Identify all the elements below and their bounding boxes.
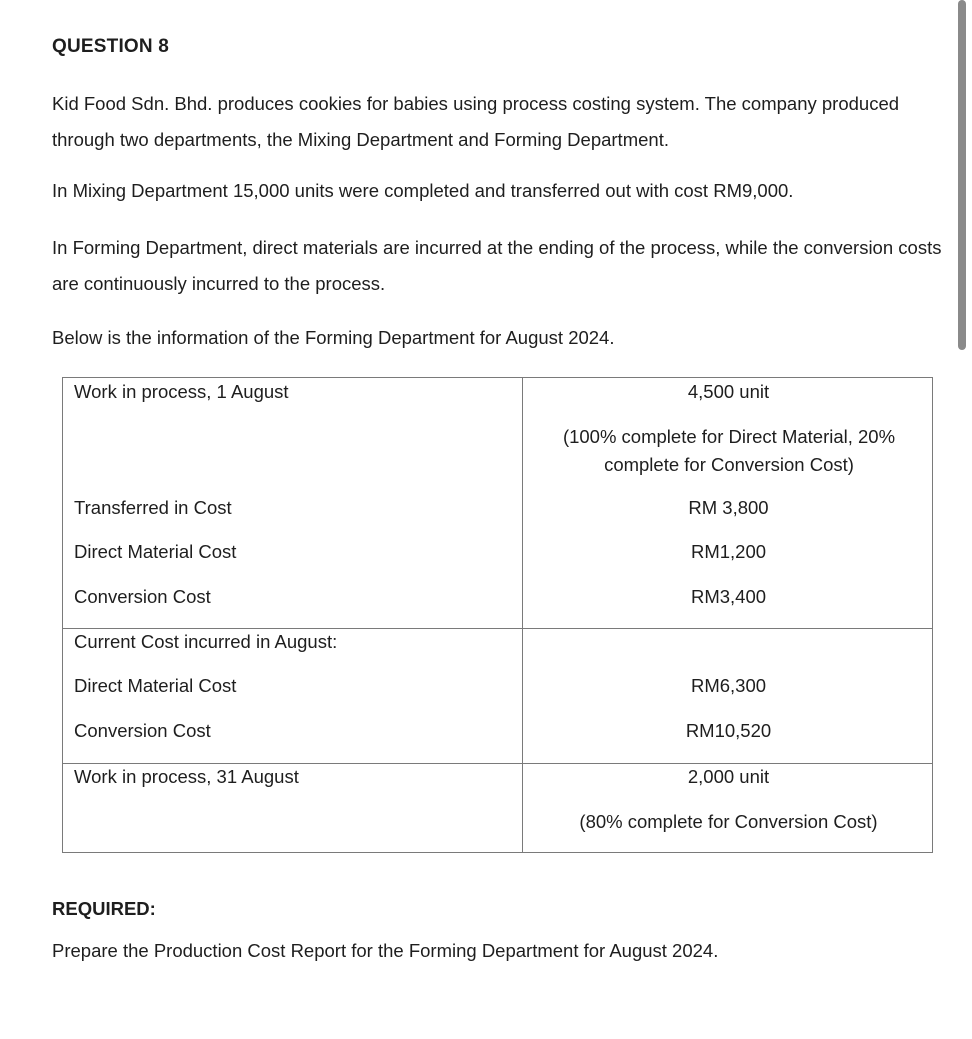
current-direct-material-label: Direct Material Cost xyxy=(74,675,237,696)
required-heading: REQUIRED: xyxy=(52,898,156,919)
table-intro-paragraph: Below is the information of the Forming Department for August 2024. xyxy=(52,327,615,348)
wip-closing-completion: (80% complete for Conversion Cost) xyxy=(579,811,878,832)
question-title: QUESTION 8 xyxy=(52,36,170,57)
intro-paragraph: Kid Food Sdn. Bhd. produces cookies for babies using process costing system. The company produced through two departments, the Mixing Department and Forming Department. xyxy=(52,93,900,150)
current-conversion-cost-value: RM10,520 xyxy=(685,720,772,741)
transferred-in-cost-value: RM 3,800 xyxy=(688,497,769,518)
wip-opening-completion: (100% complete for Direct Material, 20% complete for Conversion Cost) xyxy=(562,426,896,475)
scrollbar-thumb[interactable] xyxy=(958,0,966,350)
required-instruction: Prepare the Production Cost Report for the Forming Department for August 2024. xyxy=(52,940,719,961)
forming-department-paragraph: In Forming Department, direct materials are incurred at the ending of the process, while the conversion costs are continuously incurred to the process. xyxy=(52,237,942,294)
current-conversion-cost-label: Conversion Cost xyxy=(74,720,211,741)
current-cost-label: Current Cost incurred in August: xyxy=(74,631,338,652)
opening-direct-material-label: Direct Material Cost xyxy=(74,541,237,562)
transferred-in-cost-label: Transferred in Cost xyxy=(74,497,232,518)
wip-opening-label: Work in process, 1 August xyxy=(74,381,289,402)
wip-opening-units: 4,500 unit xyxy=(687,381,770,402)
current-direct-material-value: RM6,300 xyxy=(690,675,767,696)
opening-conversion-cost-label: Conversion Cost xyxy=(74,586,211,607)
opening-direct-material-value: RM1,200 xyxy=(690,541,767,562)
opening-conversion-cost-value: RM3,400 xyxy=(690,586,767,607)
table-row-divider xyxy=(63,628,932,629)
mixing-department-paragraph: In Mixing Department 15,000 units were completed and transferred out with cost RM9,000. xyxy=(52,180,794,201)
wip-closing-units: 2,000 unit xyxy=(687,766,770,787)
wip-closing-label: Work in process, 31 August xyxy=(74,766,299,787)
forming-department-table xyxy=(62,377,933,853)
